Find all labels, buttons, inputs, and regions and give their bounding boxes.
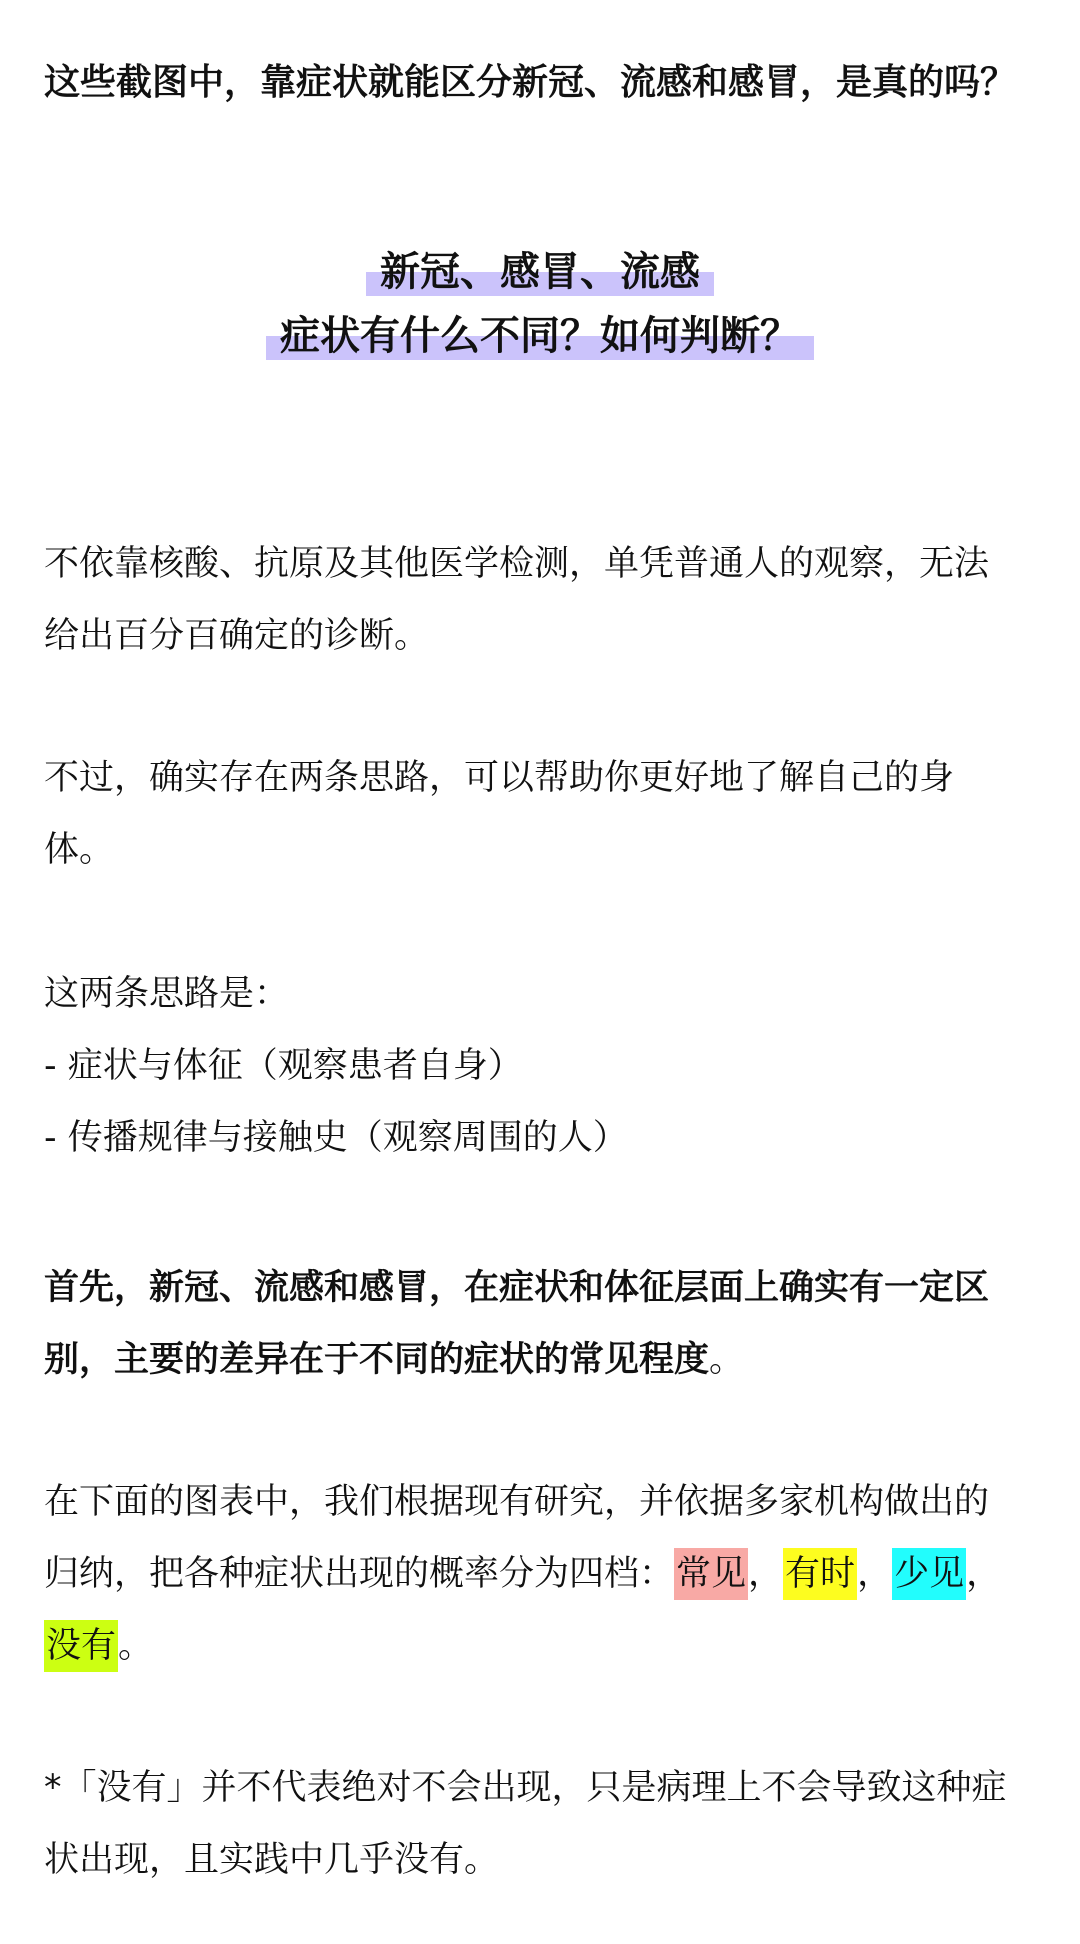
note-paragraph: *「没有」并不代表绝对不会出现，只是病理上不会导致这种症 状出现，且实践中几乎没有。	[44, 1768, 1007, 1880]
tag-rare: 少见	[892, 1548, 966, 1600]
however-paragraph: 不过，确实存在两条思路，可以帮助你更好地了解自己的身 体。	[44, 758, 955, 870]
tag-common: 常见	[674, 1548, 748, 1600]
approaches-list	[44, 958, 1036, 1174]
chart-intro-paragraph: 在下面的图表中，我们根据现有研究，并依据多家机构做出的 归纳，把各种症状出现的概率分为四档：常见，有时，少见， 没有。	[44, 1466, 1036, 1682]
headline-line-1: 新冠、感冒、流感	[366, 240, 714, 304]
headline-line-2: 症状有什么不同？如何判断？	[266, 304, 814, 368]
headline	[44, 240, 1036, 368]
key-point-paragraph: 首先，新冠、流感和感冒，在症状和体征层面上确实有一定区 别，主要的差异在于不同的症状的常见程度。	[44, 1268, 990, 1380]
list-item: - 传播规律与接触史（观察周围的人）	[44, 1118, 628, 1158]
list-item: - 症状与体征（观察患者自身）	[44, 1046, 523, 1086]
tag-sometimes: 有时	[783, 1548, 857, 1600]
tag-none: 没有	[44, 1620, 118, 1672]
intro-paragraph: 不依靠核酸、抗原及其他医学检测，单凭普通人的观察，无法 给出百分百确定的诊断。	[44, 544, 990, 656]
approaches-lead: 这两条思路是：	[44, 974, 290, 1014]
question-title: 这些截图中，靠症状就能区分新冠、流感和感冒，是真的吗？	[44, 62, 1017, 103]
